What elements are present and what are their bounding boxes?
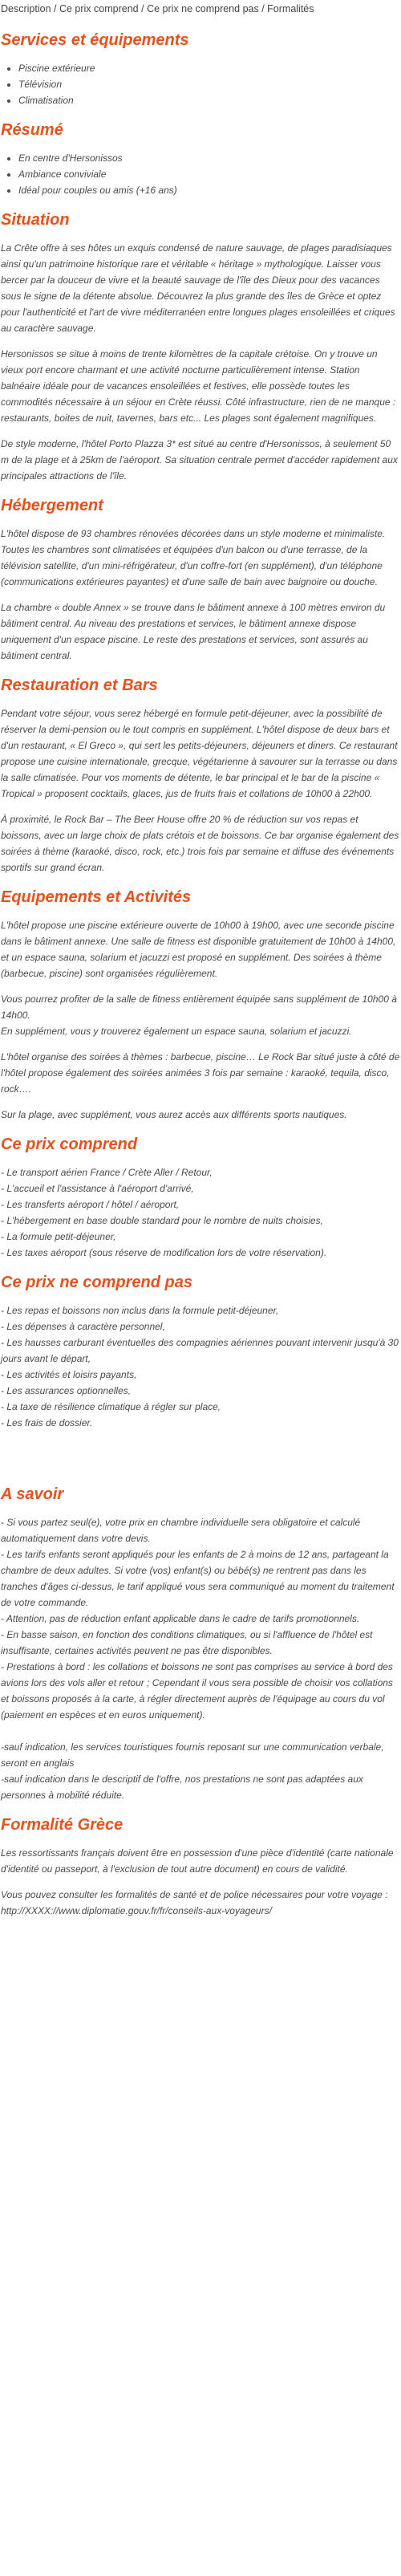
formalite-heading: Formalité Grèce bbox=[1, 1816, 124, 1834]
situation-heading: Situation bbox=[1, 211, 70, 229]
list-spacer bbox=[1, 1723, 400, 1739]
hebergement-paragraph: L'hôtel dispose de 93 chambres rénovées décorées dans un style moderne et minimaliste. Toutes les chambres sont climatisées et équipées d'un balcon ou d'une terrasse, de la télévision satellite, d'un mini-réfrigérateur, d'un coffre-fort (en supplément), d'un téléphone (communications extérieures payantes) et d'une salle de bain avec baignoire ou douche. bbox=[1, 528, 386, 587]
formalite-paragraph: Les ressortissants français doivent être en possession d'une pièce d'identité (carte nationale d'identité ou passeport, à l'exclusion de tout autre document) en cours de validité. bbox=[1, 1847, 394, 1875]
list-item: - Les taxes aéroport (sous réserve de modification lors de votre réservation). bbox=[1, 1247, 327, 1258]
tab-ce-prix-ne-comprend-pas[interactable]: Ce prix ne comprend pas bbox=[147, 3, 259, 14]
list-item: • Télévision bbox=[18, 76, 400, 92]
equipements-paragraph: Vous pourrez profiter de la salle de fitness entièrement équipée sans supplément de 10h00 à 14h00. En supplément, vous y trouverez également un espace sauna, solarium et jacuzzi. bbox=[1, 993, 397, 1037]
list-item: - Les assurances optionnelles, bbox=[1, 1385, 132, 1396]
list-item: -sauf indication dans le descriptif de l'offre, nos prestations ne sont pas adaptées aux personnes à mobilité réduite. bbox=[1, 1774, 363, 1801]
spacer bbox=[1, 1440, 400, 1473]
resume-heading: Résumé bbox=[1, 121, 63, 139]
list-item: - Les repas et boissons non inclus dans la formule petit-déjeuner, bbox=[1, 1305, 279, 1316]
equipements-paragraph: L'hôtel organise des soirées à thèmes : barbecue, piscine… Le Rock Bar situé juste à côté de l'hôtel propose également des soirées animées 3 fois par semaine : karaoké, tequila, disco, rock…. bbox=[1, 1051, 400, 1095]
list-item: • Climatisation bbox=[18, 92, 400, 108]
list-item: - L'accueil et l'assistance à l'aéroport d'arrivé, bbox=[1, 1183, 194, 1194]
list-item: - Les transferts aéroport / hôtel / aéroport, bbox=[1, 1199, 180, 1210]
list-item: • En centre d'Hersonissos bbox=[18, 150, 400, 166]
equipements-paragraph: Sur la plage, avec supplément, vous aurez accès aux différents sports nautiques. bbox=[1, 1109, 347, 1120]
formalite-paragraph: Vous pouvez consulter les formalités de santé et de police nécessaires pour votre voyage : http://XXXX://www.diplomatie.gouv.fr/fr/conseils-aux-voyageurs/ bbox=[1, 1889, 388, 1916]
tab-separator: / bbox=[261, 3, 268, 14]
equipements-paragraph: L'hôtel propose une piscine extérieure ouverte de 10h00 à 19h00, avec une seconde piscine dans le bâtiment annexe. Une salle de fitness est disponible gratuitement de 10h00 à 14h00, et un espace sauna, solarium et jacuzzi est proposé en supplément. Des soirées à thème (barbecue, piscine) sont organisées régulièrement. bbox=[1, 920, 396, 979]
a-savoir-heading: A savoir bbox=[1, 1485, 64, 1503]
situation-paragraph: De style moderne, l'hôtel Porto Plazza 3* est situé au centre d'Hersonissos, à seulement 50 m de la plage et à 25km de l'aéroport. Sa situation centrale permet d'accéder rapidement aux principales attractions de l'île. bbox=[1, 438, 398, 481]
tab-bar bbox=[0, 0, 401, 18]
tab-description[interactable]: Description bbox=[1, 3, 51, 14]
list-item: - Les hausses carburant éventuelles des compagnies aériennes pouvant intervenir jusqu'à 30 jours avant le départ, bbox=[1, 1337, 399, 1364]
comprend-heading: Ce prix comprend bbox=[1, 1136, 138, 1153]
list-item: • Idéal pour couples ou amis (+16 ans) bbox=[18, 182, 400, 198]
situation-paragraph: La Crête offre à ses hôtes un exquis condensé de nature sauvage, de plages paradisiaques ainsi qu'un patrimoine historique rare et véritable « héritage » mythologique. Laisser vous bercer par la douceur de vivre et la beauté sauvage de l'île des Dieux pour des vacances sous le signe de la détente absolue. Découvrez la plus grande des îles de Grèce et optez pour l'authenticité et l'art de vivre méditerranéen entre longues plages ensoleillées et criques au caractère sauvage. bbox=[1, 242, 395, 334]
tab-separator: / bbox=[141, 3, 148, 14]
list-item: - Attention, pas de réduction enfant applicable dans le cadre de tarifs promotionnels. bbox=[1, 1613, 360, 1624]
ne-comprend-heading: Ce prix ne comprend pas bbox=[1, 1274, 192, 1291]
list-item: - En basse saison, en fonction des conditions climatiques, ou si l'affluence de l'hôtel est insuffisante, certaines activités peuvent ne pas être disponibles. bbox=[1, 1629, 373, 1656]
equipements-heading: Equipements et Activités bbox=[1, 888, 192, 906]
list-item: - La taxe de résilience climatique à régler sur place, bbox=[1, 1401, 221, 1412]
tab-formalites[interactable]: Formalités bbox=[267, 3, 314, 14]
resume-list bbox=[1, 150, 400, 198]
restauration-heading: Restauration et Bars bbox=[1, 677, 158, 694]
restauration-paragraph: Pendant votre séjour, vous serez hébergé en formule petit-déjeuner, avec la possibilité de réserver la demi-pension ou le tout compris en supplément. L'hôtel dispose de deux bars et d'un restaurant, « El Greco », qui sert les petits-déjeuners, déjeuners et diners. Ce restaurant propose une cuisine internationale, grecque, végétarienne à savourer sur la terrasse ou dans la salle climatisée. Pour vos moments de détente, le bar principal et le bar de la piscine « Tropical » proposent cocktails, glaces, jus de fruits frais et collations de 10h00 à 22h00. bbox=[1, 708, 398, 799]
list-item: - Les tarifs enfants seront appliqués pour les enfants de 2 à moins de 12 ans, partageant la chambre de deux adultes. Si votre (vos) enfant(s) ou bébé(s) ne rentrent pas dans les tranches d'âges ci-dessus, le tarif appliqué vous sera communiqué au moment du traitement de votre commande. bbox=[1, 1549, 395, 1608]
services-list bbox=[1, 60, 400, 108]
situation-paragraph: Hersonissos se situe à moins de trente kilomètres de la capitale crétoise. On y trouve un vieux port encore charmant et une activité nocturne particulièrement intense. Station balnéaire idéale pour de vacances ensoleillées et festives, elle possède toutes les commodités nécessaire à un séjour en Crète réussi. Côté infrastructure, rien de ne manque : restaurants, boites de nuit, tavernes, bars etc... Les plages sont également magnifiques. bbox=[1, 348, 396, 424]
list-item: - L'hébergement en base double standard pour le nombre de nuits choisies, bbox=[1, 1215, 323, 1226]
list-item: - Le transport aérien France / Crète Aller / Retour, bbox=[1, 1167, 213, 1178]
list-item: - La formule petit-déjeuner, bbox=[1, 1231, 116, 1242]
list-item: - Les dépenses à caractère personnel, bbox=[1, 1321, 165, 1332]
list-item: • Ambiance conviviale bbox=[18, 166, 400, 182]
list-item: -sauf indication, les services touristiques fournis reposant sur une communication verbale, seront en anglais bbox=[1, 1741, 384, 1769]
tab-separator: / bbox=[54, 3, 59, 14]
description-content bbox=[0, 30, 401, 1919]
list-item: • Piscine extérieure bbox=[18, 60, 400, 76]
list-item: - Les frais de dossier. bbox=[1, 1417, 93, 1428]
ne-comprend-list bbox=[1, 1302, 400, 1431]
list-item: - Si vous partez seul(e), votre prix en chambre individuelle sera obligatoire et calculé automatiquement dans votre devis. bbox=[1, 1517, 361, 1544]
services-heading: Services et équipements bbox=[1, 31, 189, 49]
list-item: - Prestations à bord : les collations et boissons ne sont pas comprises au service à bord des avions lors des vols aller et retour ; Cependant il vous sera possible de choisir vos collations et boissons proposés à la carte, à régler directement auprès de l'équipage au cours du vol (paiement en espèces et en euros uniquement). bbox=[1, 1661, 393, 1721]
hebergement-paragraph: La chambre « double Annex » se trouve dans le bâtiment annexe à 100 mètres environ du bâtiment central. Au niveau des prestations et services, le bâtiment annexe dispose uniquement d'un espace piscine. Le reste des prestations et services, sont assurés au bâtiment central. bbox=[1, 602, 386, 661]
hebergement-heading: Hébergement bbox=[1, 497, 103, 514]
comprend-list bbox=[1, 1164, 400, 1261]
a-savoir-list bbox=[1, 1514, 400, 1803]
tab-ce-prix-comprend[interactable]: Ce prix comprend bbox=[59, 3, 139, 14]
restauration-paragraph: À proximité, le Rock Bar – The Beer House offre 20 % de réduction sur vos repas et boissons, avec un large choix de plats crétois et de boissons. Ce bar organise également des soirées à thème (karaoké, disco, rock, etc.) trois fois par semaine et diffuse des événements sportifs sur grand écran. bbox=[1, 814, 399, 873]
list-item: - Les activités et loisirs payants, bbox=[1, 1369, 137, 1380]
